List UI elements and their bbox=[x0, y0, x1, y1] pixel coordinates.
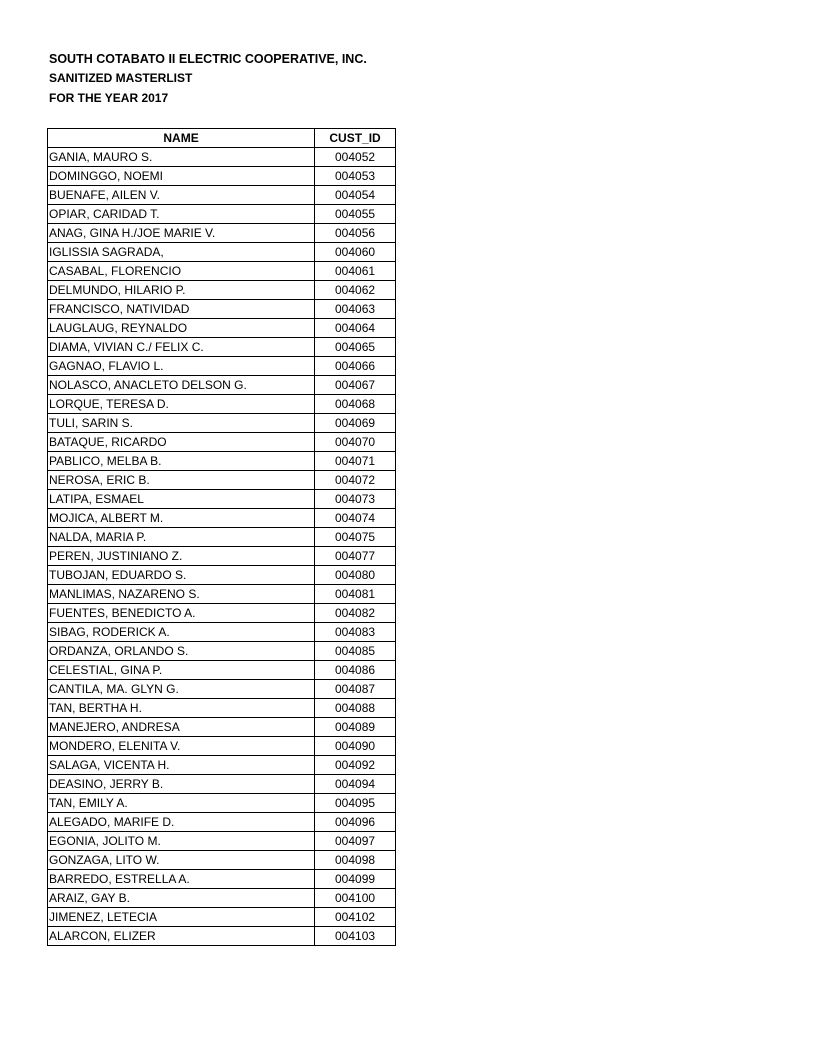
customer-name-cell: SALAGA, VICENTA H. bbox=[48, 756, 315, 775]
table-row bbox=[48, 718, 396, 737]
customer-name-cell: FRANCISCO, NATIVIDAD bbox=[48, 300, 315, 319]
customer-name-cell: CANTILA, MA. GLYN G. bbox=[48, 680, 315, 699]
customer-name-cell: NOLASCO, ANACLETO DELSON G. bbox=[48, 376, 315, 395]
table-body bbox=[48, 148, 396, 946]
masterlist-table bbox=[47, 128, 396, 946]
column-header-cust-id: CUST_ID bbox=[315, 129, 396, 148]
customer-id-cell: 004077 bbox=[315, 547, 396, 566]
customer-id-cell: 004072 bbox=[315, 471, 396, 490]
table-row bbox=[48, 509, 396, 528]
customer-name-cell: NEROSA, ERIC B. bbox=[48, 471, 315, 490]
table-row bbox=[48, 395, 396, 414]
document-header bbox=[49, 50, 367, 108]
customer-name-cell: IGLISSIA SAGRADA, bbox=[48, 243, 315, 262]
table-row bbox=[48, 927, 396, 946]
customer-id-cell: 004081 bbox=[315, 585, 396, 604]
customer-name-cell: ALEGADO, MARIFE D. bbox=[48, 813, 315, 832]
customer-id-cell: 004061 bbox=[315, 262, 396, 281]
table-row bbox=[48, 566, 396, 585]
year-line: FOR THE YEAR 2017 bbox=[49, 91, 169, 105]
table-row bbox=[48, 794, 396, 813]
customer-name-cell: GANIA, MAURO S. bbox=[48, 148, 315, 167]
customer-name-cell: SIBAG, RODERICK A. bbox=[48, 623, 315, 642]
customer-name-cell: MONDERO, ELENITA V. bbox=[48, 737, 315, 756]
customer-id-cell: 004055 bbox=[315, 205, 396, 224]
table-row bbox=[48, 224, 396, 243]
customer-name-cell: NALDA, MARIA P. bbox=[48, 528, 315, 547]
customer-id-cell: 004094 bbox=[315, 775, 396, 794]
table-row bbox=[48, 338, 396, 357]
table-row bbox=[48, 205, 396, 224]
customer-name-cell: MOJICA, ALBERT M. bbox=[48, 509, 315, 528]
customer-id-cell: 004102 bbox=[315, 908, 396, 927]
customer-id-cell: 004056 bbox=[315, 224, 396, 243]
table-row bbox=[48, 851, 396, 870]
customer-id-cell: 004099 bbox=[315, 870, 396, 889]
table-row bbox=[48, 889, 396, 908]
table-row bbox=[48, 262, 396, 281]
customer-id-cell: 004088 bbox=[315, 699, 396, 718]
table-row bbox=[48, 376, 396, 395]
organization-title: SOUTH COTABATO II ELECTRIC COOPERATIVE, INC. bbox=[49, 52, 367, 66]
table-row bbox=[48, 813, 396, 832]
customer-name-cell: PABLICO, MELBA B. bbox=[48, 452, 315, 471]
table-row bbox=[48, 414, 396, 433]
table-row bbox=[48, 300, 396, 319]
table-row bbox=[48, 357, 396, 376]
customer-id-cell: 004095 bbox=[315, 794, 396, 813]
customer-id-cell: 004075 bbox=[315, 528, 396, 547]
customer-id-cell: 004070 bbox=[315, 433, 396, 452]
customer-name-cell: DOMINGGO, NOEMI bbox=[48, 167, 315, 186]
table-row bbox=[48, 452, 396, 471]
customer-id-cell: 004068 bbox=[315, 395, 396, 414]
table-row bbox=[48, 186, 396, 205]
customer-id-cell: 004082 bbox=[315, 604, 396, 623]
customer-id-cell: 004092 bbox=[315, 756, 396, 775]
customer-name-cell: MANEJERO, ANDRESA bbox=[48, 718, 315, 737]
table-row bbox=[48, 908, 396, 927]
document-subtitle: SANITIZED MASTERLIST bbox=[49, 71, 193, 85]
table-row bbox=[48, 319, 396, 338]
customer-id-cell: 004054 bbox=[315, 186, 396, 205]
customer-name-cell: JIMENEZ, LETECIA bbox=[48, 908, 315, 927]
customer-id-cell: 004083 bbox=[315, 623, 396, 642]
customer-id-cell: 004060 bbox=[315, 243, 396, 262]
table-row bbox=[48, 832, 396, 851]
customer-id-cell: 004065 bbox=[315, 338, 396, 357]
customer-name-cell: GONZAGA, LITO W. bbox=[48, 851, 315, 870]
customer-name-cell: GAGNAO, FLAVIO L. bbox=[48, 357, 315, 376]
customer-id-cell: 004053 bbox=[315, 167, 396, 186]
table-row bbox=[48, 528, 396, 547]
customer-id-cell: 004071 bbox=[315, 452, 396, 471]
customer-name-cell: CELESTIAL, GINA P. bbox=[48, 661, 315, 680]
customer-id-cell: 004089 bbox=[315, 718, 396, 737]
customer-name-cell: LORQUE, TERESA D. bbox=[48, 395, 315, 414]
customer-name-cell: TULI, SARIN S. bbox=[48, 414, 315, 433]
customer-id-cell: 004066 bbox=[315, 357, 396, 376]
customer-id-cell: 004087 bbox=[315, 680, 396, 699]
customer-name-cell: DEASINO, JERRY B. bbox=[48, 775, 315, 794]
table-row bbox=[48, 756, 396, 775]
table-row bbox=[48, 148, 396, 167]
customer-id-cell: 004098 bbox=[315, 851, 396, 870]
customer-name-cell: EGONIA, JOLITO M. bbox=[48, 832, 315, 851]
customer-name-cell: LAUGLAUG, REYNALDO bbox=[48, 319, 315, 338]
customer-name-cell: LATIPA, ESMAEL bbox=[48, 490, 315, 509]
table-row bbox=[48, 490, 396, 509]
customer-name-cell: MANLIMAS, NAZARENO S. bbox=[48, 585, 315, 604]
table-row bbox=[48, 737, 396, 756]
customer-id-cell: 004064 bbox=[315, 319, 396, 338]
customer-id-cell: 004074 bbox=[315, 509, 396, 528]
customer-name-cell: OPIAR, CARIDAD T. bbox=[48, 205, 315, 224]
table-row bbox=[48, 680, 396, 699]
table-row bbox=[48, 775, 396, 794]
customer-id-cell: 004069 bbox=[315, 414, 396, 433]
table-row bbox=[48, 699, 396, 718]
customer-name-cell: BATAQUE, RICARDO bbox=[48, 433, 315, 452]
customer-name-cell: CASABAL, FLORENCIO bbox=[48, 262, 315, 281]
table-row bbox=[48, 661, 396, 680]
customer-name-cell: DIAMA, VIVIAN C./ FELIX C. bbox=[48, 338, 315, 357]
customer-name-cell: ARAIZ, GAY B. bbox=[48, 889, 315, 908]
table-row bbox=[48, 471, 396, 490]
customer-name-cell: ORDANZA, ORLANDO S. bbox=[48, 642, 315, 661]
table-row bbox=[48, 585, 396, 604]
table-header-row bbox=[48, 129, 396, 148]
customer-id-cell: 004052 bbox=[315, 148, 396, 167]
customer-id-cell: 004096 bbox=[315, 813, 396, 832]
customer-id-cell: 004062 bbox=[315, 281, 396, 300]
customer-id-cell: 004100 bbox=[315, 889, 396, 908]
customer-name-cell: BUENAFE, AILEN V. bbox=[48, 186, 315, 205]
table-row bbox=[48, 167, 396, 186]
customer-id-cell: 004090 bbox=[315, 737, 396, 756]
customer-name-cell: BARREDO, ESTRELLA A. bbox=[48, 870, 315, 889]
customer-id-cell: 004103 bbox=[315, 927, 396, 946]
table-row bbox=[48, 604, 396, 623]
table-row bbox=[48, 547, 396, 566]
column-header-name: NAME bbox=[48, 129, 315, 148]
table-row bbox=[48, 870, 396, 889]
customer-id-cell: 004063 bbox=[315, 300, 396, 319]
customer-name-cell: TUBOJAN, EDUARDO S. bbox=[48, 566, 315, 585]
customer-name-cell: TAN, BERTHA H. bbox=[48, 699, 315, 718]
customer-name-cell: ANAG, GINA H./JOE MARIE V. bbox=[48, 224, 315, 243]
customer-id-cell: 004085 bbox=[315, 642, 396, 661]
table-row bbox=[48, 623, 396, 642]
customer-name-cell: DELMUNDO, HILARIO P. bbox=[48, 281, 315, 300]
table-row bbox=[48, 433, 396, 452]
customer-id-cell: 004097 bbox=[315, 832, 396, 851]
table-row bbox=[48, 642, 396, 661]
customer-name-cell: ALARCON, ELIZER bbox=[48, 927, 315, 946]
table-row bbox=[48, 243, 396, 262]
table-row bbox=[48, 281, 396, 300]
customer-id-cell: 004086 bbox=[315, 661, 396, 680]
customer-name-cell: PEREN, JUSTINIANO Z. bbox=[48, 547, 315, 566]
customer-id-cell: 004073 bbox=[315, 490, 396, 509]
customer-id-cell: 004080 bbox=[315, 566, 396, 585]
customer-name-cell: TAN, EMILY A. bbox=[48, 794, 315, 813]
customer-id-cell: 004067 bbox=[315, 376, 396, 395]
customer-name-cell: FUENTES, BENEDICTO A. bbox=[48, 604, 315, 623]
